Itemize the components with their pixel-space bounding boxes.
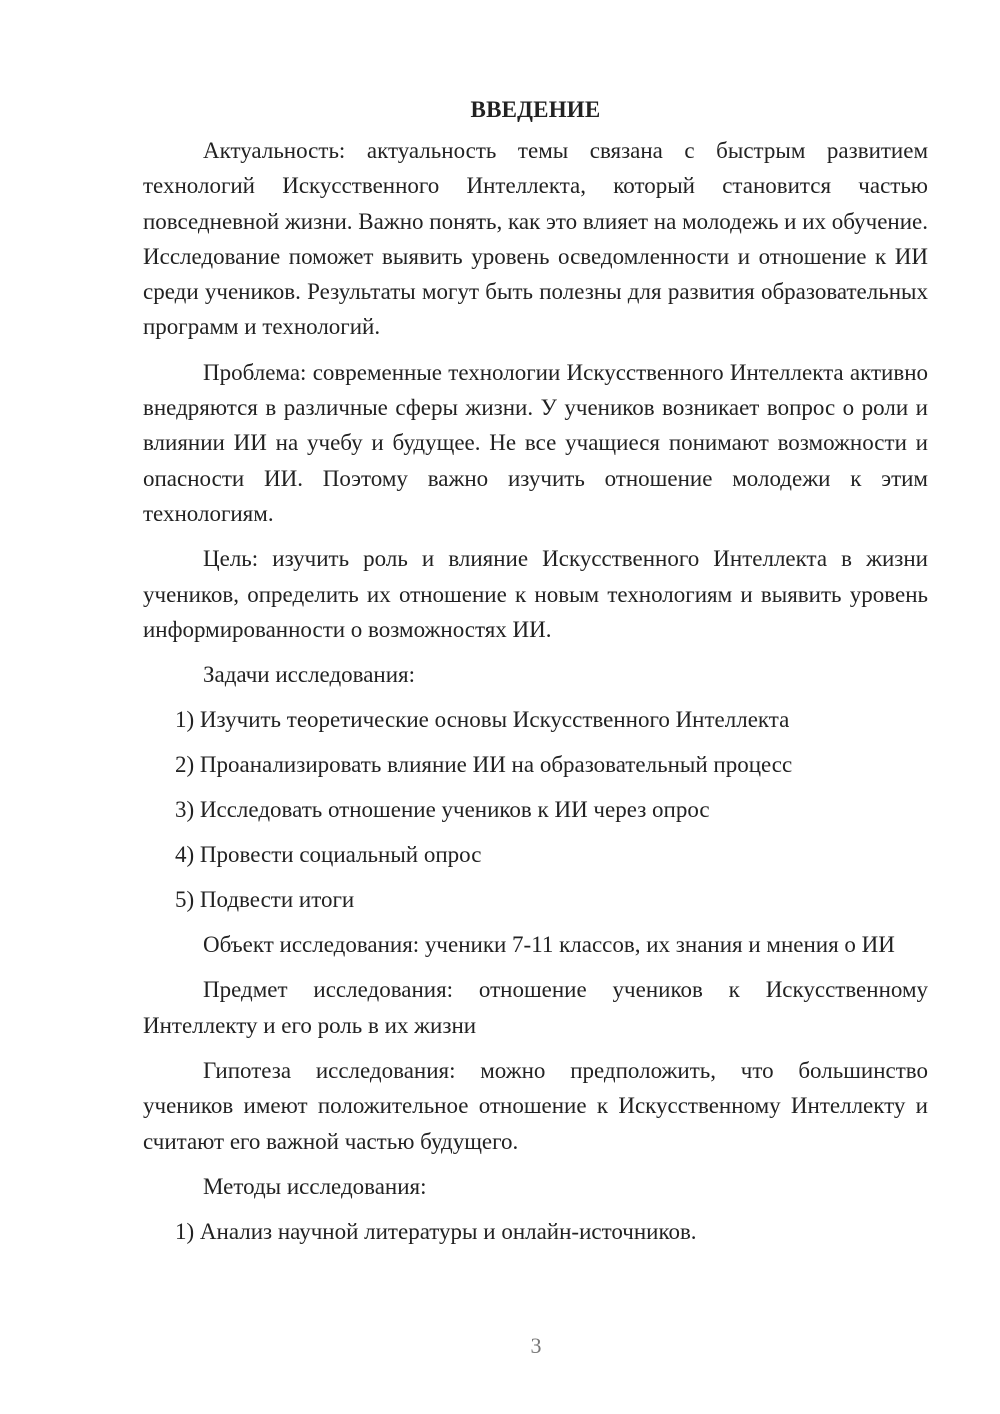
object-paragraph: Объект исследования: ученики 7-11 классов, их знания и мнения о ИИ — [203, 932, 895, 958]
task-item: 4) Провести социальный опрос — [175, 842, 482, 868]
tasks-list — [143, 702, 928, 917]
method-item: 1) Анализ научной литературы и онлайн-источников. — [175, 1218, 697, 1244]
problem-paragraph: Проблема: современные технологии Искусственного Интеллекта активно внедряются в различные сферы жизни. У учеников возникает вопрос о роли и влиянии ИИ на учебу и будущее. Не все учащиеся понимают возможности и опасности ИИ. Поэтому важно изучить отношение молодежи к этим технологиям. — [143, 359, 928, 526]
methods-heading: Методы исследования: — [203, 1173, 427, 1199]
task-item: 3) Исследовать отношение учеников к ИИ через опрос — [175, 797, 710, 823]
hypothesis-paragraph: Гипотеза исследования: можно предположить, что большинство учеников имеют положительное отношение к Искусственному Интеллекту и считают его важной частью будущего. — [143, 1058, 928, 1154]
methods-list — [143, 1214, 928, 1249]
subject-paragraph: Предмет исследования: отношение учеников к Искусственному Интеллекту и его роль в их жизни — [143, 977, 928, 1038]
task-item: 5) Подвести итоги — [175, 887, 355, 913]
document-page — [143, 92, 928, 1259]
relevance-paragraph: Актуальность: актуальность темы связана с быстрым развитием технологий Искусственного Интеллекта, который становится частью повседневной жизни. Важно понять, как это влияет на молодежь и их обучение. Исследование поможет выявить уровень осведомленности и отношение к ИИ среди учеников. Результаты могут быть полезны для развития образовательных программ и технологий. — [143, 138, 928, 340]
tasks-heading: Задачи исследования: — [203, 662, 416, 688]
goal-paragraph: Цель: изучить роль и влияние Искусственного Интеллекта в жизни учеников, определить их отношение к новым технологиям и выявить уровень информированности о возможностях ИИ. — [143, 546, 928, 642]
task-item: 1) Изучить теоретические основы Искусственного Интеллекта — [175, 707, 790, 733]
task-item: 2) Проанализировать влияние ИИ на образовательный процесс — [175, 752, 793, 778]
page-number: 3 — [530, 1333, 542, 1358]
section-heading: ВВЕДЕНИЕ — [470, 97, 601, 122]
